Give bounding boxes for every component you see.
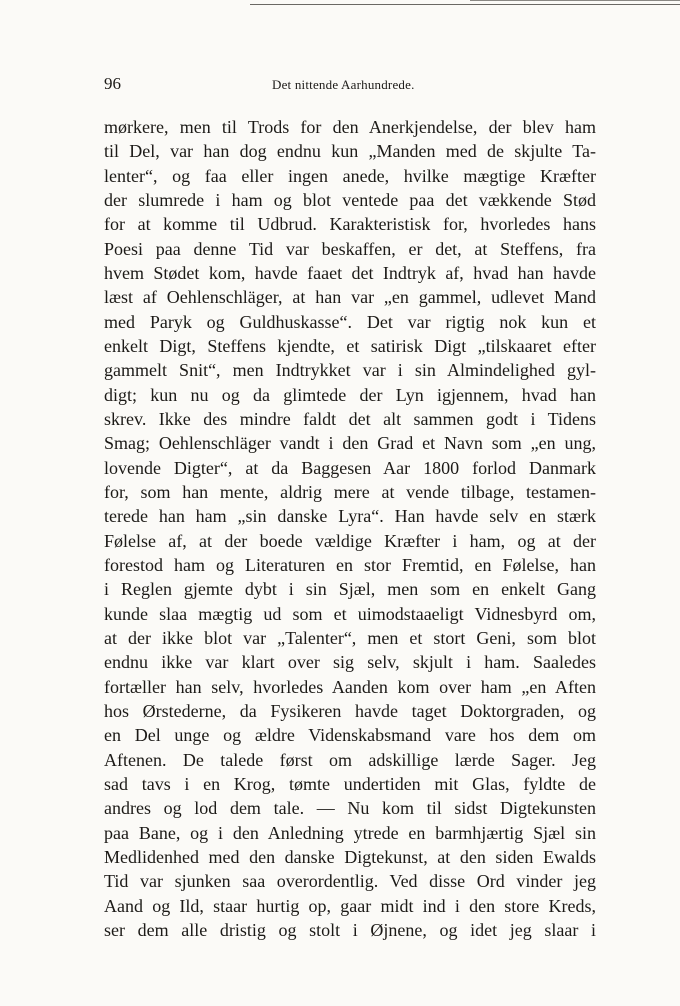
text-line: endnu ikke var klart over sig selv, skjult i ham. Saaledes xyxy=(104,652,596,673)
text-line: Medlidenhed med den danske Digtekunst, at den siden Ewalds xyxy=(104,846,596,867)
text-line: læst af Oehlenschläger, at han var „en gammel, udlevet Mand xyxy=(104,287,596,308)
text-line: paa Bane, og i den Anledning ytrede en barmhjærtig Sjæl sin xyxy=(104,822,596,843)
text-line: terede han ham „sin danske Lyra“. Han havde selv en stærk xyxy=(104,506,596,527)
running-title: Det nittende Aarhundrede. xyxy=(272,77,415,92)
text-line: for at komme til Udbrud. Karakteristisk for, hvorledes hans xyxy=(104,214,596,235)
scan-edge-line xyxy=(470,0,680,1)
text-line: lenter“, og faa eller ingen anede, hvilke mægtige Kræfter xyxy=(104,165,596,186)
body-text xyxy=(104,115,596,942)
text-line: lovende Digter“, at da Baggesen Aar 1800 forlod Danmark xyxy=(104,457,596,478)
text-line: fortæller han selv, hvorledes Aanden kom over ham „en Aften xyxy=(104,676,596,697)
text-line: i Reglen gjemte dybt i sin Sjæl, men som en enkelt Gang xyxy=(104,579,596,600)
text-line: gammelt Snit“, men Indtrykket var i sin Almindelighed gyl- xyxy=(104,360,596,381)
text-line: en Del unge og ældre Videnskabsmand vare hos dem om xyxy=(104,725,596,746)
text-line: for, som han mente, aldrig mere at vende tilbage, testamen- xyxy=(104,481,596,502)
text-line: digt; kun nu og da glimtede der Lyn igjennem, hvad han xyxy=(104,384,596,405)
page-number: 96 xyxy=(104,74,121,93)
text-line: Aand og Ild, staar hurtig op, gaar midt ind i den store Kreds, xyxy=(104,895,596,916)
text-line: ser dem alle dristig og stolt i Øjnene, og idet jeg slaar i xyxy=(104,919,596,940)
page-header xyxy=(0,74,680,96)
scan-edge-line xyxy=(250,4,680,5)
text-line: Smag; Oehlenschläger vandt i den Grad et Navn som „en ung, xyxy=(104,433,596,454)
text-line: Poesi paa denne Tid var beskaffen, er det, at Steffens, fra xyxy=(104,238,596,259)
text-line: til Del, var han dog endnu kun „Manden med de skjulte Ta- xyxy=(104,141,596,162)
text-line: Tid var sjunken saa overordentlig. Ved disse Ord vinder jeg xyxy=(104,871,596,892)
text-line: at der ikke blot var „Talenter“, men et stort Geni, som blot xyxy=(104,627,596,648)
text-line: kunde slaa mægtig ud som et uimodstaaeligt Vidnesbyrd om, xyxy=(104,603,596,624)
text-line: Følelse af, at der boede vældige Kræfter i ham, og at der xyxy=(104,530,596,551)
text-line: enkelt Digt, Steffens kjendte, et satirisk Digt „tilskaaret efter xyxy=(104,335,596,356)
text-line: andres og lod dem tale. — Nu kom til sidst Digtekunsten xyxy=(104,798,596,819)
text-line: der slumrede i ham og blot ventede paa det vækkende Stød xyxy=(104,189,596,210)
text-line: hvem Stødet kom, havde faaet det Indtryk af, hvad han havde xyxy=(104,262,596,283)
text-line: hos Ørstederne, da Fysikeren havde taget Doktorgraden, og xyxy=(104,700,596,721)
text-line: mørkere, men til Trods for den Anerkjendelse, der blev ham xyxy=(104,117,596,137)
text-line: Aftenen. De talede først om adskillige lærde Sager. Jeg xyxy=(104,749,596,770)
text-line: skrev. Ikke des mindre faldt det alt sammen godt i Tidens xyxy=(104,408,596,429)
text-line: forestod ham og Literaturen en stor Fremtid, en Følelse, han xyxy=(104,554,596,575)
text-line: sad tavs i en Krog, tømte undertiden mit Glas, fyldte de xyxy=(104,773,596,794)
text-line: med Paryk og Guldhuskasse“. Det var rigtig nok kun et xyxy=(104,311,596,332)
